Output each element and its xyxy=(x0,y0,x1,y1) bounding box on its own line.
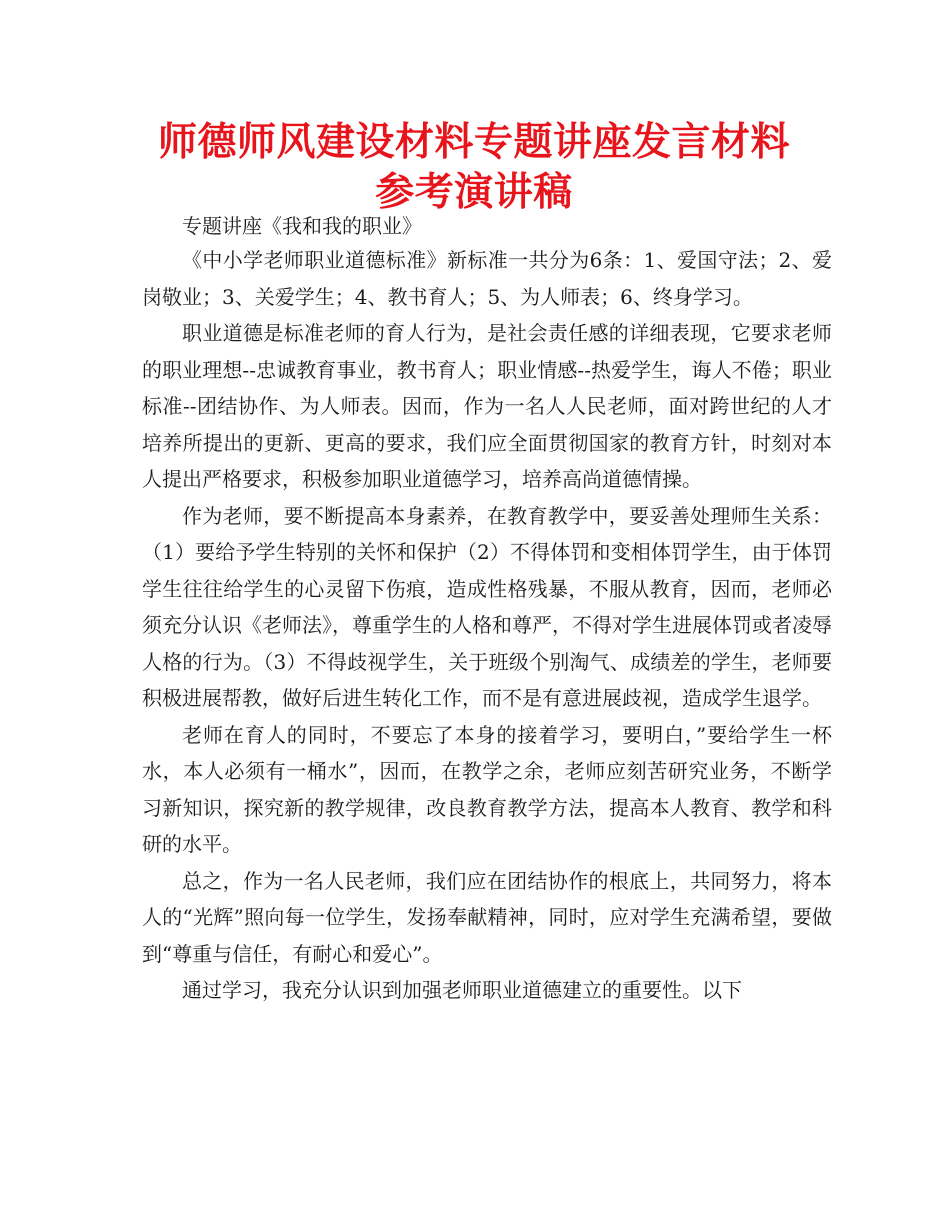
document-body xyxy=(142,210,832,1009)
paragraph-summary: 总之，作为一名人民老师，我们应在团结协作的根底上，共同努力，将本人的“光辉”照向每一位学生，发扬奉献精神，同时，应对学生充满希望，要做到“尊重与信任，有耐心和爱心”。 xyxy=(142,868,832,966)
paragraph-teacher-student-relations: 作为老师，要不断提高本身素养，在教育教学中，要妥善处理师生关系：（1）要给予学生特别的关怀和保护（2）不得体罚和变相体罚学生，由于体罚学生往往给学生的心灵留下伤痕，造成性格残暴，不服从教育，因而，老师必须充分认识《老师法》，尊重学生的人格和尊严，不得对学生进展体罚或者凌辱人格的行为。（3）不得歧视学生，关于班级个别淘气、成绩差的学生，老师要积极进展帮教，做好后进生转化工作，而不是有意进展歧视，造成学生退学。 xyxy=(142,503,832,710)
document-title: 师德师风建设材料专题讲座发言材料参考演讲稿 xyxy=(157,120,790,215)
paragraph-standards: 《中小学老师职业道德标准》新标准一共分为6条：1、爱国守法；2、爱岗敬业；3、关爱学生；4、教书育人；5、为人师表；6、终身学习。 xyxy=(142,248,832,309)
paragraph-professional-ethics: 职业道德是标准老师的育人行为，是社会责任感的详细表现，它要求老师的职业理想--忠诚教育事业，教书育人；职业情感--热爱学生，诲人不倦；职业标准--团结协作、为人师表。因而，作为一名人人民老师，面对跨世纪的人才培养所提出的更新、更高的要求，我们应全面贯彻国家的教育方针，时刻对本人提出严格要求，积极参加职业道德学习，培养高尚道德情操。 xyxy=(142,321,832,491)
paragraph-conclusion-start: 通过学习，我充分认识到加强老师职业道德建立的重要性。以下 xyxy=(182,978,742,1002)
paragraph-continuous-learning: 老师在育人的同时，不要忘了本身的接着学习，要明白，”要给学生一杯水，本人必须有一桶水”，因而，在教学之余，老师应刻苦研究业务，不断学习新知识，探究新的教学规律，改良教育教学方法，提高本人教育、教学和科研的水平。 xyxy=(142,722,832,856)
paragraph-lecture-topic: 专题讲座《我和我的职业》 xyxy=(182,214,422,238)
